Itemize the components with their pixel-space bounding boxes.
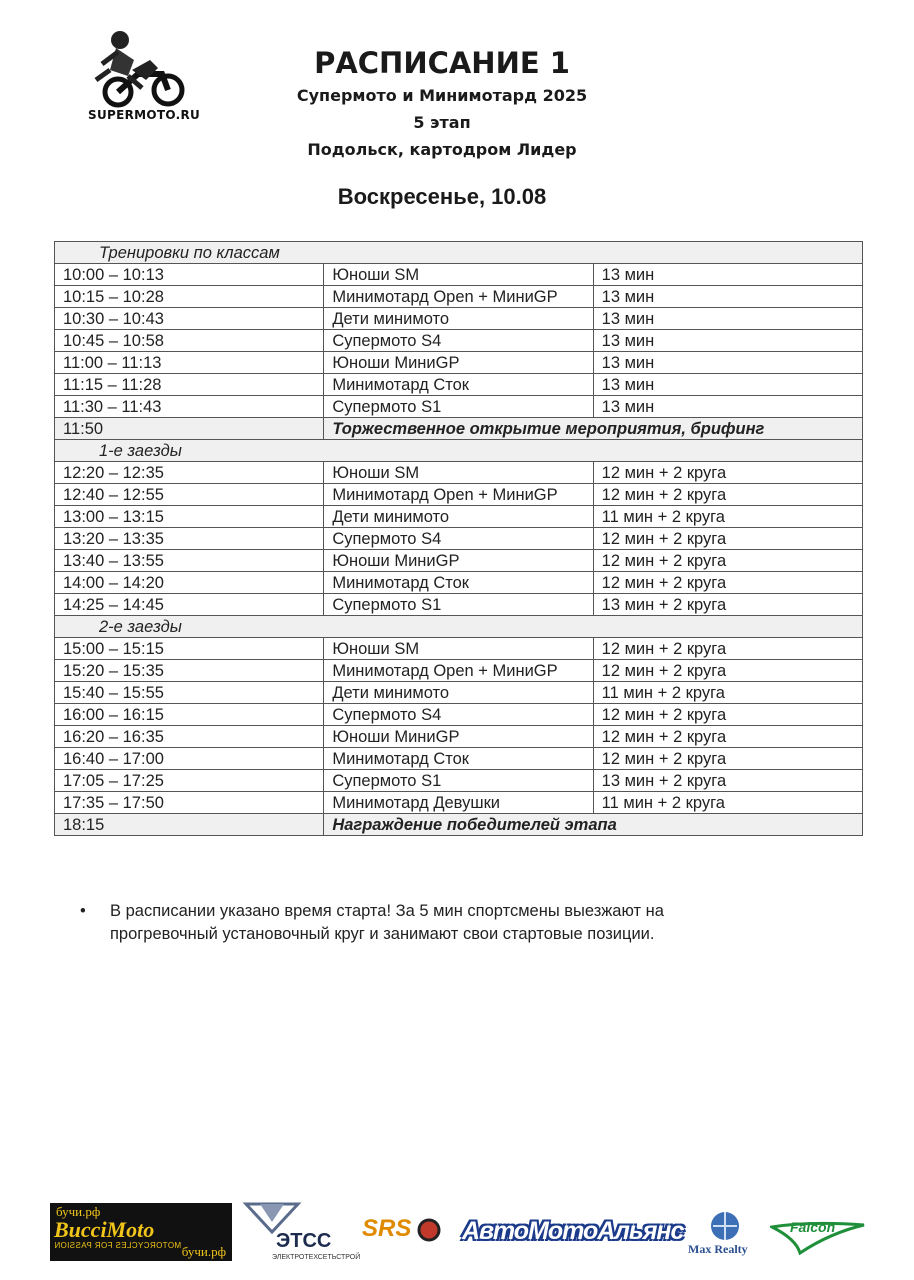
time-cell: 14:00 – 14:20 xyxy=(55,572,324,594)
duration-cell: 12 мин + 2 круга xyxy=(593,550,862,572)
event-name: Супермото и Минимотард 2025 xyxy=(296,86,588,105)
srs-name: SRS xyxy=(362,1215,412,1242)
time-cell: 11:00 – 11:13 xyxy=(55,352,324,374)
duration-cell: 13 мин xyxy=(593,352,862,374)
duration-cell: 12 мин + 2 круга xyxy=(593,660,862,682)
duration-cell: 12 мин + 2 круга xyxy=(593,638,862,660)
page-header xyxy=(0,44,884,163)
note-text: В расписании указано время старта! За 5 мин спортсмены выезжают на прогревочный установочный круг и занимают свои стартовые позиции. xyxy=(110,902,664,943)
venue-label: Подольск, картодром Лидер xyxy=(307,140,577,159)
table-row xyxy=(55,286,863,308)
class-cell: Юноши SM xyxy=(324,264,593,286)
avtomotoalyans-logo xyxy=(462,1217,684,1249)
duration-cell: 12 мин + 2 круга xyxy=(593,484,862,506)
table-row xyxy=(55,352,863,374)
table-row xyxy=(55,308,863,330)
section-label: Тренировки по классам xyxy=(55,242,863,264)
class-cell: Супермото S1 xyxy=(324,770,593,792)
class-cell: Минимотард Сток xyxy=(324,572,593,594)
table-row xyxy=(55,770,863,792)
srs-logo xyxy=(362,1215,444,1247)
class-cell: Супермото S1 xyxy=(324,594,593,616)
time-cell: 11:50 xyxy=(55,418,324,440)
table-row xyxy=(55,638,863,660)
section-row-heats1 xyxy=(55,440,863,462)
max-realty-logo xyxy=(688,1210,766,1262)
etss-full-name: ЭЛЕКТРОТЕХСЕТЬСТРОЙ xyxy=(272,1254,361,1261)
time-cell: 16:40 – 17:00 xyxy=(55,748,324,770)
table-row xyxy=(55,792,863,814)
event-row-opening xyxy=(55,418,863,440)
table-row xyxy=(55,550,863,572)
class-cell: Супермото S4 xyxy=(324,330,593,352)
duration-cell: 11 мин + 2 круга xyxy=(593,792,862,814)
time-cell: 15:40 – 15:55 xyxy=(55,682,324,704)
sponsor-strip xyxy=(0,1195,914,1265)
etss-name: ЭТСС xyxy=(276,1230,332,1252)
ama-name: АвтоМотоАльянс xyxy=(462,1217,684,1245)
time-cell: 14:25 – 14:45 xyxy=(55,594,324,616)
duration-cell: 12 мин + 2 круга xyxy=(593,462,862,484)
duration-cell: 12 мин + 2 круга xyxy=(593,572,862,594)
class-cell: Юноши SM xyxy=(324,462,593,484)
duration-cell: 13 мин xyxy=(593,308,862,330)
falcon-name: Falcon xyxy=(790,1219,836,1235)
time-cell: 10:15 – 10:28 xyxy=(55,286,324,308)
table-row xyxy=(55,704,863,726)
class-cell: Минимотард Open + МиниGP xyxy=(324,286,593,308)
table-row xyxy=(55,682,863,704)
duration-cell: 11 мин + 2 круга xyxy=(593,506,862,528)
bullet-icon: • xyxy=(80,902,86,920)
duration-cell: 13 мин xyxy=(593,330,862,352)
bucci-tagline: MOTORCYCLES FOR PASSION xyxy=(54,1241,182,1250)
duration-cell: 13 мин + 2 круга xyxy=(593,594,862,616)
class-cell: Юноши МиниGP xyxy=(324,726,593,748)
table-row xyxy=(55,748,863,770)
time-cell: 12:40 – 12:55 xyxy=(55,484,324,506)
logo-text: SUPERMOTO.RU xyxy=(88,108,201,122)
class-cell: Юноши МиниGP xyxy=(324,352,593,374)
class-cell: Минимотард Open + МиниGP xyxy=(324,660,593,682)
duration-cell: 11 мин + 2 круга xyxy=(593,682,862,704)
event-title: Торжественное открытие мероприятия, брифинг xyxy=(324,418,863,440)
time-cell: 13:20 – 13:35 xyxy=(55,528,324,550)
class-cell: Юноши SM xyxy=(324,638,593,660)
table-row xyxy=(55,374,863,396)
time-cell: 15:00 – 15:15 xyxy=(55,638,324,660)
time-cell: 11:15 – 11:28 xyxy=(55,374,324,396)
class-cell: Минимотард Сток xyxy=(324,374,593,396)
time-cell: 11:30 – 11:43 xyxy=(55,396,324,418)
bucci-domain-bottom: бучи.рф xyxy=(181,1244,226,1259)
time-cell: 17:35 – 17:50 xyxy=(55,792,324,814)
table-row xyxy=(55,594,863,616)
class-cell: Дети минимото xyxy=(324,308,593,330)
class-cell: Минимотард Девушки xyxy=(324,792,593,814)
time-cell: 18:15 xyxy=(55,814,324,836)
duration-cell: 13 мин xyxy=(593,286,862,308)
duration-cell: 12 мин + 2 круга xyxy=(593,528,862,550)
table-row xyxy=(55,330,863,352)
duration-cell: 13 мин + 2 круга xyxy=(593,770,862,792)
duration-cell: 13 мин xyxy=(593,264,862,286)
stage-label: 5 этап xyxy=(413,113,471,132)
class-cell: Супермото S1 xyxy=(324,396,593,418)
diamond-icon xyxy=(242,1200,302,1234)
class-cell: Дети минимото xyxy=(324,682,593,704)
class-cell: Дети минимото xyxy=(324,506,593,528)
bucci-domain-top: бучи.рф xyxy=(56,1204,101,1219)
duration-cell: 13 мин xyxy=(593,396,862,418)
time-cell: 13:00 – 13:15 xyxy=(55,506,324,528)
table-row xyxy=(55,572,863,594)
table-row xyxy=(55,528,863,550)
event-title: Награждение победителей этапа xyxy=(324,814,863,836)
table-row xyxy=(55,462,863,484)
class-cell: Минимотард Open + МиниGP xyxy=(324,484,593,506)
time-cell: 13:40 – 13:55 xyxy=(55,550,324,572)
bucci-brand: BucciMoto xyxy=(54,1217,155,1242)
class-cell: Супермото S4 xyxy=(324,704,593,726)
globe-icon xyxy=(708,1210,742,1242)
etss-logo xyxy=(240,1200,361,1262)
table-row xyxy=(55,506,863,528)
schedule-table xyxy=(54,241,863,836)
class-cell: Супермото S4 xyxy=(324,528,593,550)
max-realty-name: Max Realty xyxy=(688,1242,748,1256)
duration-cell: 12 мин + 2 круга xyxy=(593,748,862,770)
section-row-training xyxy=(55,242,863,264)
duration-cell: 12 мин + 2 круга xyxy=(593,704,862,726)
falcon-logo xyxy=(770,1215,866,1255)
time-cell: 16:20 – 16:35 xyxy=(55,726,324,748)
duration-cell: 13 мин xyxy=(593,374,862,396)
duration-cell: 12 мин + 2 круга xyxy=(593,726,862,748)
day-heading: Воскресенье, 10.08 xyxy=(337,184,547,209)
class-cell: Юноши МиниGP xyxy=(324,550,593,572)
time-cell: 15:20 – 15:35 xyxy=(55,660,324,682)
time-cell: 12:20 – 12:35 xyxy=(55,462,324,484)
table-row xyxy=(55,264,863,286)
section-label: 2-е заезды xyxy=(55,616,863,638)
time-cell: 10:45 – 10:58 xyxy=(55,330,324,352)
table-row xyxy=(55,396,863,418)
time-cell: 16:00 – 16:15 xyxy=(55,704,324,726)
section-label: 1-е заезды xyxy=(55,440,863,462)
buccimoto-logo xyxy=(50,1203,232,1261)
wheel-icon xyxy=(416,1217,442,1243)
table-row xyxy=(55,660,863,682)
event-row-awards xyxy=(55,814,863,836)
table-row xyxy=(55,484,863,506)
time-cell: 17:05 – 17:25 xyxy=(55,770,324,792)
class-cell: Минимотард Сток xyxy=(324,748,593,770)
page-title: РАСПИСАНИЕ 1 xyxy=(314,46,570,80)
section-row-heats2 xyxy=(55,616,863,638)
time-cell: 10:30 – 10:43 xyxy=(55,308,324,330)
time-cell: 10:00 – 10:13 xyxy=(55,264,324,286)
table-row xyxy=(55,726,863,748)
